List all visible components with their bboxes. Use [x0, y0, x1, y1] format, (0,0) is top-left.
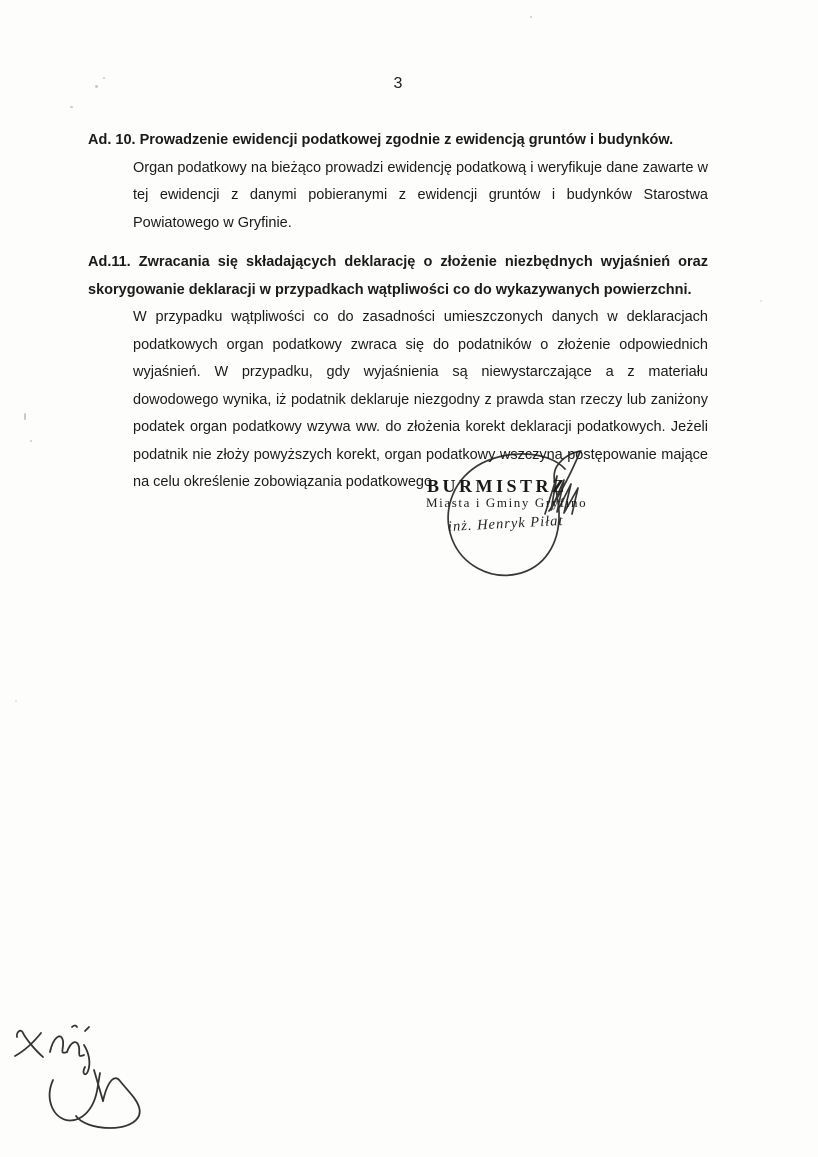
scan-speckle	[30, 440, 32, 442]
section-ad10	[88, 127, 708, 237]
stamp-title: BURMISTRZ	[427, 476, 568, 496]
page-number: 3	[393, 75, 403, 92]
section-ad10-heading: Ad. 10. Prowadzenie ewidencji podatkowej zgodnie z ewidencją gruntów i budynków.	[88, 132, 674, 148]
scan-speckle	[103, 77, 105, 79]
scan-speckle	[760, 300, 762, 302]
scan-speckle	[95, 85, 98, 88]
handwritten-initials-strokes	[5, 1012, 155, 1142]
section-ad10-paragraph: Organ podatkowy na bieżąco prowadzi ewidencję podatkową i weryfikuje dane zawarte w tej ewidencji z danymi pobieranymi z ewidencji gruntów i budynków Starostwa Powiatowego w Gryfinie.	[133, 159, 708, 231]
handwritten-initials	[5, 1012, 155, 1142]
mayor-stamp	[424, 444, 654, 589]
section-ad11-heading: Ad.11. Zwracania się składających deklarację o złożenie niezbędnych wyjaśnień oraz skorygowanie deklaracji w przypadkach wątpliwości co do wykazywanych powierzchni.	[88, 254, 708, 298]
stamp-subtitle: Miasta i Gminy Gryfino	[426, 495, 588, 510]
section-ad11-paragraph: W przypadku wątpliwości co do zasadności umieszczonych danych w deklaracjach podatkowych organ podatkowy zwraca się do podatników o złożenie odpowiednich wyjaśnień. W przypadku, gdy wyjaśnienia są niewystarczające a z materiału dowodowego wynika, iż podatnik deklaruje niezgodny z prawda stan rzeczy lub zaniżony podatek organ podatkowy wzywa ww. do złożenia korekt deklaracji podatkowych. Jeżeli podatnik nie złoży powyższych korekt, organ podatkowy wszczyna postępowanie mające na celu określenie zobowiązania podatkowego.	[133, 309, 708, 490]
scan-speckle	[24, 413, 26, 420]
scan-speckle	[70, 106, 73, 108]
document-content	[88, 0, 708, 497]
scan-speckle	[530, 16, 532, 18]
scan-speckle	[15, 700, 17, 702]
stamp-signatory-name: inż. Henryk Piłat	[447, 512, 564, 535]
